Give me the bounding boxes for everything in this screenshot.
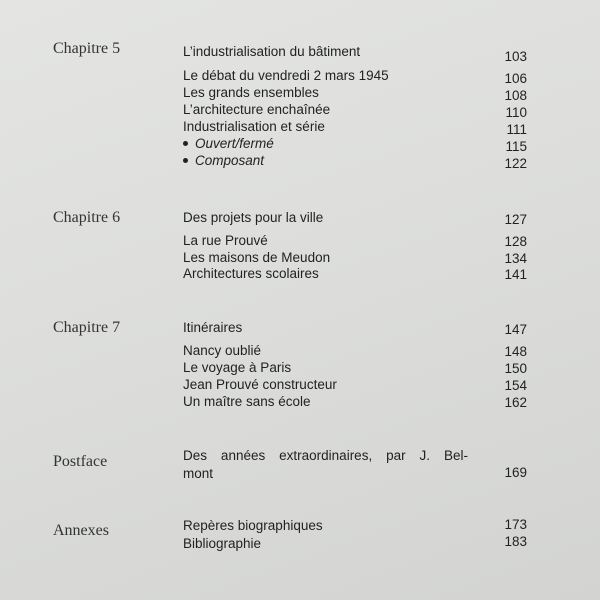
toc-entry: L’architecture enchaînée <box>183 102 331 117</box>
toc-page: 173 <box>504 517 527 532</box>
toc-page: 106 <box>504 71 527 86</box>
toc-entry: Un maître sans école <box>183 394 311 409</box>
chapter-5-title: L’industrialisation du bâtiment <box>183 44 361 59</box>
chapter-7-label: Chapitre 7 <box>53 319 121 336</box>
postface-page: 169 <box>504 465 527 480</box>
toc-page: 162 <box>504 395 527 410</box>
bullet-icon <box>183 141 188 146</box>
postface-label: Postface <box>53 453 108 470</box>
toc-entry: Architectures scolaires <box>183 266 319 281</box>
toc-entry: Les maisons de Meudon <box>183 250 331 265</box>
toc-entry: Nancy oublié <box>183 343 262 358</box>
toc-entry-bulleted <box>183 136 274 151</box>
toc-page: 148 <box>504 344 527 359</box>
toc-entry-text: Composant <box>195 153 265 168</box>
toc-page: 128 <box>504 234 527 249</box>
toc-entry: Industrialisation et série <box>183 119 325 134</box>
annexes-label: Annexes <box>53 522 109 539</box>
toc-entry: La rue Prouvé <box>183 233 268 248</box>
toc-entry: Bibliographie <box>183 536 262 551</box>
toc-page: 134 <box>504 251 527 266</box>
toc-entry: Le débat du vendredi 2 mars 1945 <box>183 68 389 83</box>
chapter-6-label: Chapitre 6 <box>53 209 121 226</box>
chapter-5-title-page: 103 <box>504 49 527 64</box>
postface-title: Des années extraordinaires, par J. Bel- mont <box>183 448 468 481</box>
toc-page: 150 <box>504 361 527 376</box>
toc-page: 141 <box>504 267 527 282</box>
toc-entry: Jean Prouvé constructeur <box>183 377 337 392</box>
bullet-icon <box>183 158 188 163</box>
toc-entry-text: Ouvert/fermé <box>195 136 274 151</box>
toc-page: 108 <box>504 88 527 103</box>
chapter-7-title-page: 147 <box>504 322 527 337</box>
toc-page: 183 <box>504 534 527 549</box>
chapter-5-label: Chapitre 5 <box>53 40 121 57</box>
chapter-6-title: Des projets pour la ville <box>183 210 324 225</box>
chapter-7-title: Itinéraires <box>183 320 243 335</box>
toc-page: 115 <box>505 139 527 154</box>
toc-entry: Les grands ensembles <box>183 85 319 100</box>
toc-page: 110 <box>505 105 527 120</box>
toc-page: 111 <box>506 122 527 137</box>
toc-entry: Repères biographiques <box>183 518 323 533</box>
toc-page: 122 <box>504 156 527 171</box>
toc-entry: Le voyage à Paris <box>183 360 292 375</box>
chapter-6-title-page: 127 <box>504 212 527 227</box>
toc-page: 154 <box>504 378 527 393</box>
toc-entry-bulleted <box>183 153 264 168</box>
